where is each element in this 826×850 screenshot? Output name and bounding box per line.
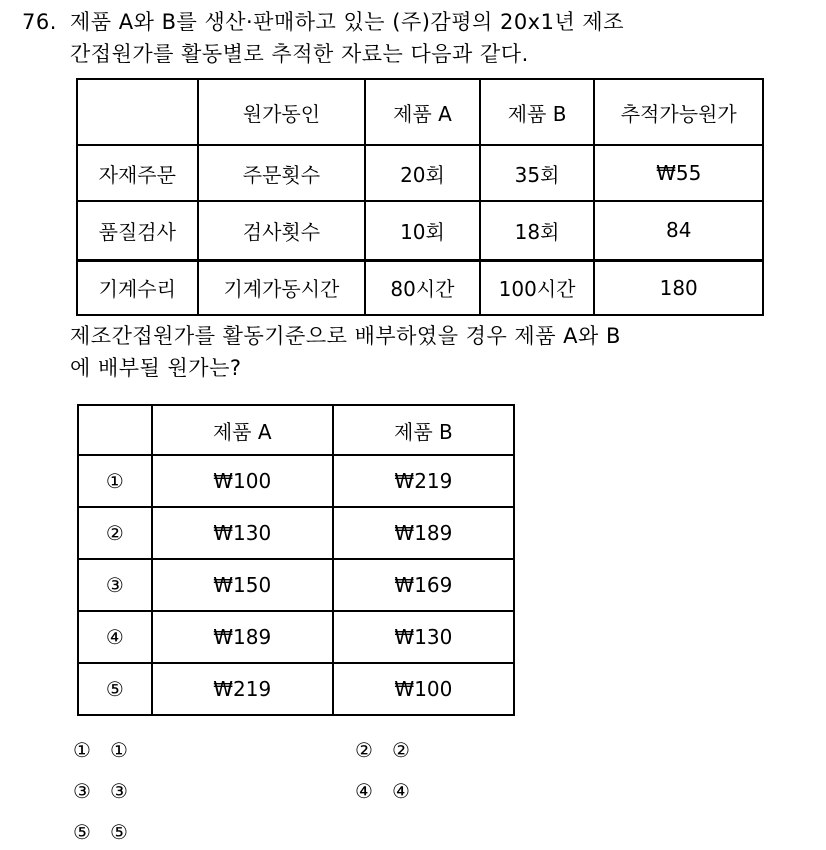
choice-label: ② <box>355 738 373 762</box>
question-text-1: 제품 A와 B를 생산·판매하고 있는 (주)감평의 20x1년 제조 <box>70 10 625 34</box>
choice-label: ④ <box>355 779 373 803</box>
table-row <box>78 559 514 611</box>
cost-cell: ₩55 <box>594 145 763 201</box>
cost-cell: 180 <box>594 260 763 315</box>
activity-cell: 품질검사 <box>77 201 198 260</box>
choice-value: ⑤ <box>110 820 128 844</box>
option-number-cell: ① <box>78 455 152 507</box>
header-cell-product-b: 제품 B <box>333 405 514 455</box>
question-number: 76. <box>22 10 57 34</box>
choice-value: ② <box>392 738 410 762</box>
product-b-cell: 35회 <box>480 145 595 201</box>
product-a-cell: ₩150 <box>152 559 333 611</box>
question-line-4: 에 배부될 원가는? <box>70 356 242 380</box>
option-number-cell: ③ <box>78 559 152 611</box>
product-a-cell: ₩130 <box>152 507 333 559</box>
header-cell-product-a: 제품 A <box>152 405 333 455</box>
activity-cell: 기계수리 <box>77 260 198 315</box>
table-row <box>78 663 514 715</box>
product-b-cell: ₩130 <box>333 611 514 663</box>
question-line-2: 간접원가를 활동별로 추적한 자료는 다음과 같다. <box>70 42 529 66</box>
header-cell <box>78 405 152 455</box>
table-row <box>77 260 763 315</box>
activity-cost-table <box>76 78 764 316</box>
option-number-cell: ② <box>78 507 152 559</box>
choice-label: ⑤ <box>73 820 91 844</box>
activity-cell: 자재주문 <box>77 145 198 201</box>
product-a-cell: ₩219 <box>152 663 333 715</box>
product-b-cell: 18회 <box>480 201 595 260</box>
table-row <box>78 611 514 663</box>
choice-value: ① <box>110 738 128 762</box>
choice-4[interactable] <box>355 779 410 803</box>
header-cell-traceable-cost: 추적가능원가 <box>594 79 763 145</box>
choice-value: ④ <box>392 779 410 803</box>
product-b-cell: 100시간 <box>480 260 595 315</box>
question-line-3: 제조간접원가를 활동기준으로 배부하였을 경우 제품 A와 B <box>70 324 621 348</box>
choice-value: ③ <box>110 779 128 803</box>
question-line-1 <box>22 8 624 36</box>
answer-options-table <box>77 404 515 716</box>
driver-cell: 기계가동시간 <box>198 260 366 315</box>
choice-label: ① <box>73 738 91 762</box>
choice-5[interactable] <box>73 820 128 844</box>
header-cell-product-a: 제품 A <box>365 79 480 145</box>
choice-1[interactable] <box>73 738 128 762</box>
product-a-cell: 20회 <box>365 145 480 201</box>
cost-cell: 84 <box>594 201 763 260</box>
product-b-cell: ₩219 <box>333 455 514 507</box>
driver-cell: 검사횟수 <box>198 201 366 260</box>
table-header-row <box>77 79 763 145</box>
product-a-cell: 10회 <box>365 201 480 260</box>
header-cell-cost-driver: 원가동인 <box>198 79 366 145</box>
product-b-cell: ₩189 <box>333 507 514 559</box>
table-header-row <box>78 405 514 455</box>
header-cell <box>77 79 198 145</box>
product-b-cell: ₩100 <box>333 663 514 715</box>
product-a-cell: 80시간 <box>365 260 480 315</box>
choice-label: ③ <box>73 779 91 803</box>
header-cell-product-b: 제품 B <box>480 79 595 145</box>
table-row <box>77 145 763 201</box>
choice-3[interactable] <box>73 779 128 803</box>
choice-2[interactable] <box>355 738 410 762</box>
table-row <box>78 455 514 507</box>
table-row <box>78 507 514 559</box>
product-a-cell: ₩100 <box>152 455 333 507</box>
table-row <box>77 201 763 260</box>
option-number-cell: ⑤ <box>78 663 152 715</box>
option-number-cell: ④ <box>78 611 152 663</box>
product-a-cell: ₩189 <box>152 611 333 663</box>
product-b-cell: ₩169 <box>333 559 514 611</box>
driver-cell: 주문횟수 <box>198 145 366 201</box>
